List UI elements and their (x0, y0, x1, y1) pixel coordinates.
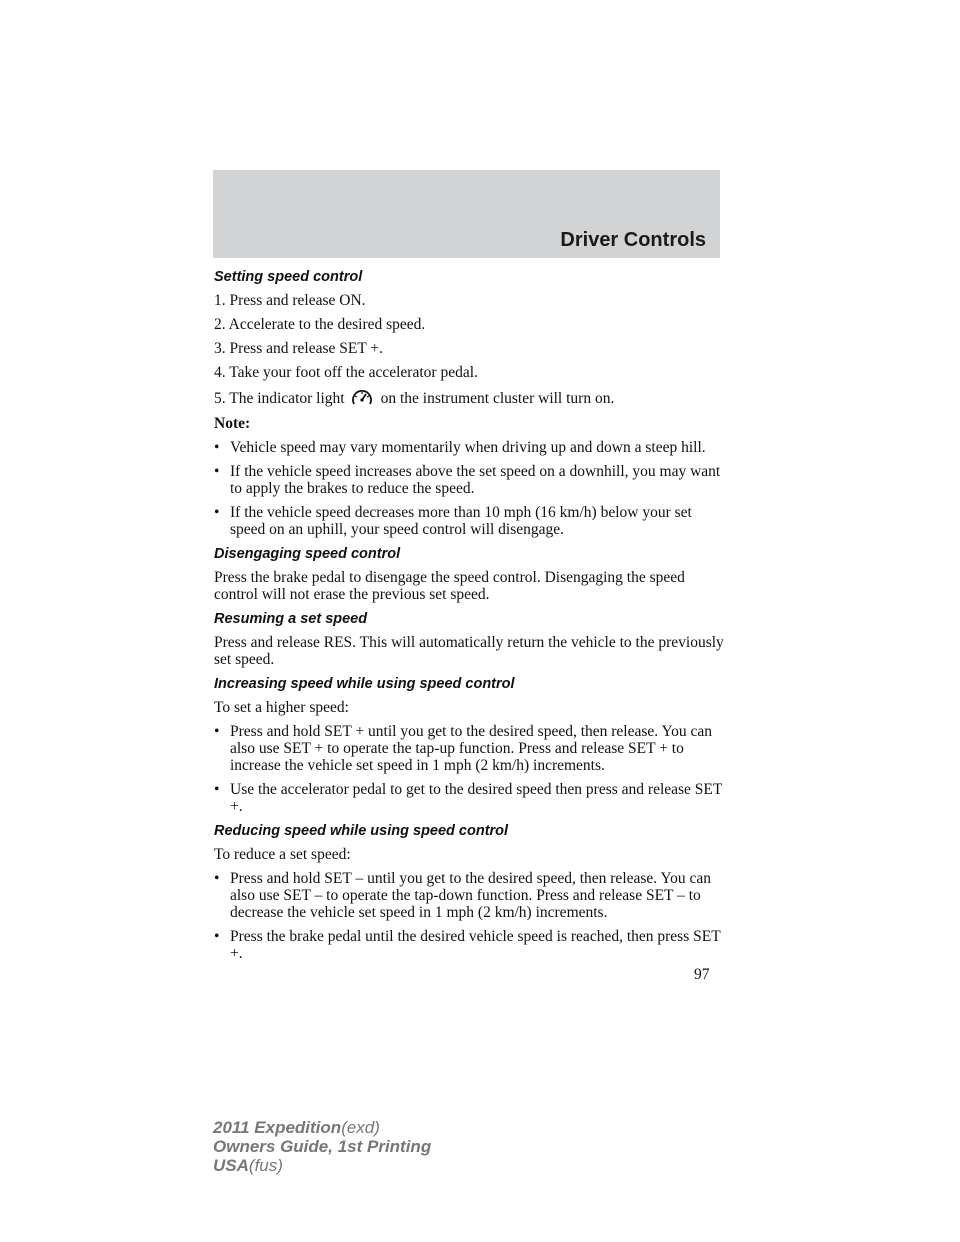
speed-control-indicator-icon (349, 388, 375, 408)
heading-resuming-set-speed: Resuming a set speed (214, 611, 368, 627)
list-item (214, 723, 724, 774)
resuming-text: Press and release RES. This will automatically return the vehicle to the previously set speed. (214, 634, 724, 668)
footer-line-1 (213, 1118, 431, 1137)
page-content (214, 268, 724, 969)
reducing-bullet-text: Press and hold SET – until you get to the desired speed, then release. You can also use SET – to operate the tap-down function. Press and release SET – to decrease the vehicle set speed in 1 mph (2 km/h) increments. (230, 870, 711, 921)
footer-line-3 (213, 1156, 431, 1175)
step-1: 1. Press and release ON. (214, 292, 366, 309)
increasing-intro: To set a higher speed: (214, 699, 349, 716)
bullet-dot: • (214, 504, 220, 521)
bullet-dot: • (214, 928, 220, 945)
reducing-list (214, 870, 724, 962)
heading-disengaging-speed-control: Disengaging speed control (214, 546, 401, 562)
step-5-before-text: 5. The indicator light (214, 390, 345, 407)
increasing-bullet-text: Use the accelerator pedal to get to the desired speed then press and release SET +. (230, 781, 723, 815)
footer-line-2: Owners Guide, 1st Printing (213, 1137, 432, 1156)
section-title: Driver Controls (560, 229, 706, 251)
bullet-dot: • (214, 781, 220, 798)
footer-imprint (213, 1118, 431, 1175)
reducing-intro: To reduce a set speed: (214, 846, 351, 863)
bullet-dot: • (214, 463, 220, 480)
step-2: 2. Accelerate to the desired speed. (214, 316, 426, 333)
note-text: If the vehicle speed decreases more than 10 mph (16 km/h) below your set speed on an uphill, your speed control will disengage. (230, 504, 692, 538)
page-number: 97 (694, 966, 710, 983)
footer-model-code: (exd) (341, 1118, 380, 1137)
heading-setting-speed-control: Setting speed control (214, 269, 363, 285)
increasing-bullet-text: Press and hold SET + until you get to the desired speed, then release. You can also use SET + to operate the tap-up function. Press and release SET + to increase the vehicle set speed in 1 mph (2 km/h) increments. (230, 723, 712, 774)
bullet-dot: • (214, 723, 220, 740)
step-5-after-text: on the instrument cluster will turn on. (380, 390, 615, 407)
footer-market: USA (213, 1156, 249, 1175)
note-label: Note: (214, 415, 251, 432)
bullet-dot: • (214, 439, 220, 456)
footer-market-code: (fus) (248, 1156, 283, 1175)
step-5 (214, 388, 724, 408)
heading-reducing-speed: Reducing speed while using speed control (214, 823, 509, 839)
footer-model: 2011 Expedition (213, 1118, 342, 1137)
list-item (214, 463, 724, 497)
bullet-dot: • (214, 870, 220, 887)
increasing-list (214, 723, 724, 815)
notes-list (214, 439, 724, 538)
step-4: 4. Take your foot off the accelerator pedal. (214, 364, 478, 381)
note-text: If the vehicle speed increases above the set speed on a downhill, you may want to apply the brakes to reduce the speed. (230, 463, 721, 497)
list-item (214, 781, 724, 815)
note-text: Vehicle speed may vary momentarily when driving up and down a steep hill. (230, 439, 706, 456)
list-item (214, 870, 724, 921)
section-header-bar (213, 170, 720, 258)
reducing-bullet-text: Press the brake pedal until the desired vehicle speed is reached, then press SET +. (230, 928, 721, 962)
list-item (214, 439, 724, 456)
step-3: 3. Press and release SET +. (214, 340, 384, 357)
list-item (214, 928, 724, 962)
heading-increasing-speed: Increasing speed while using speed control (214, 676, 515, 692)
disengaging-text: Press the brake pedal to disengage the speed control. Disengaging the speed control will not erase the previous set speed. (214, 569, 685, 603)
list-item (214, 504, 724, 538)
